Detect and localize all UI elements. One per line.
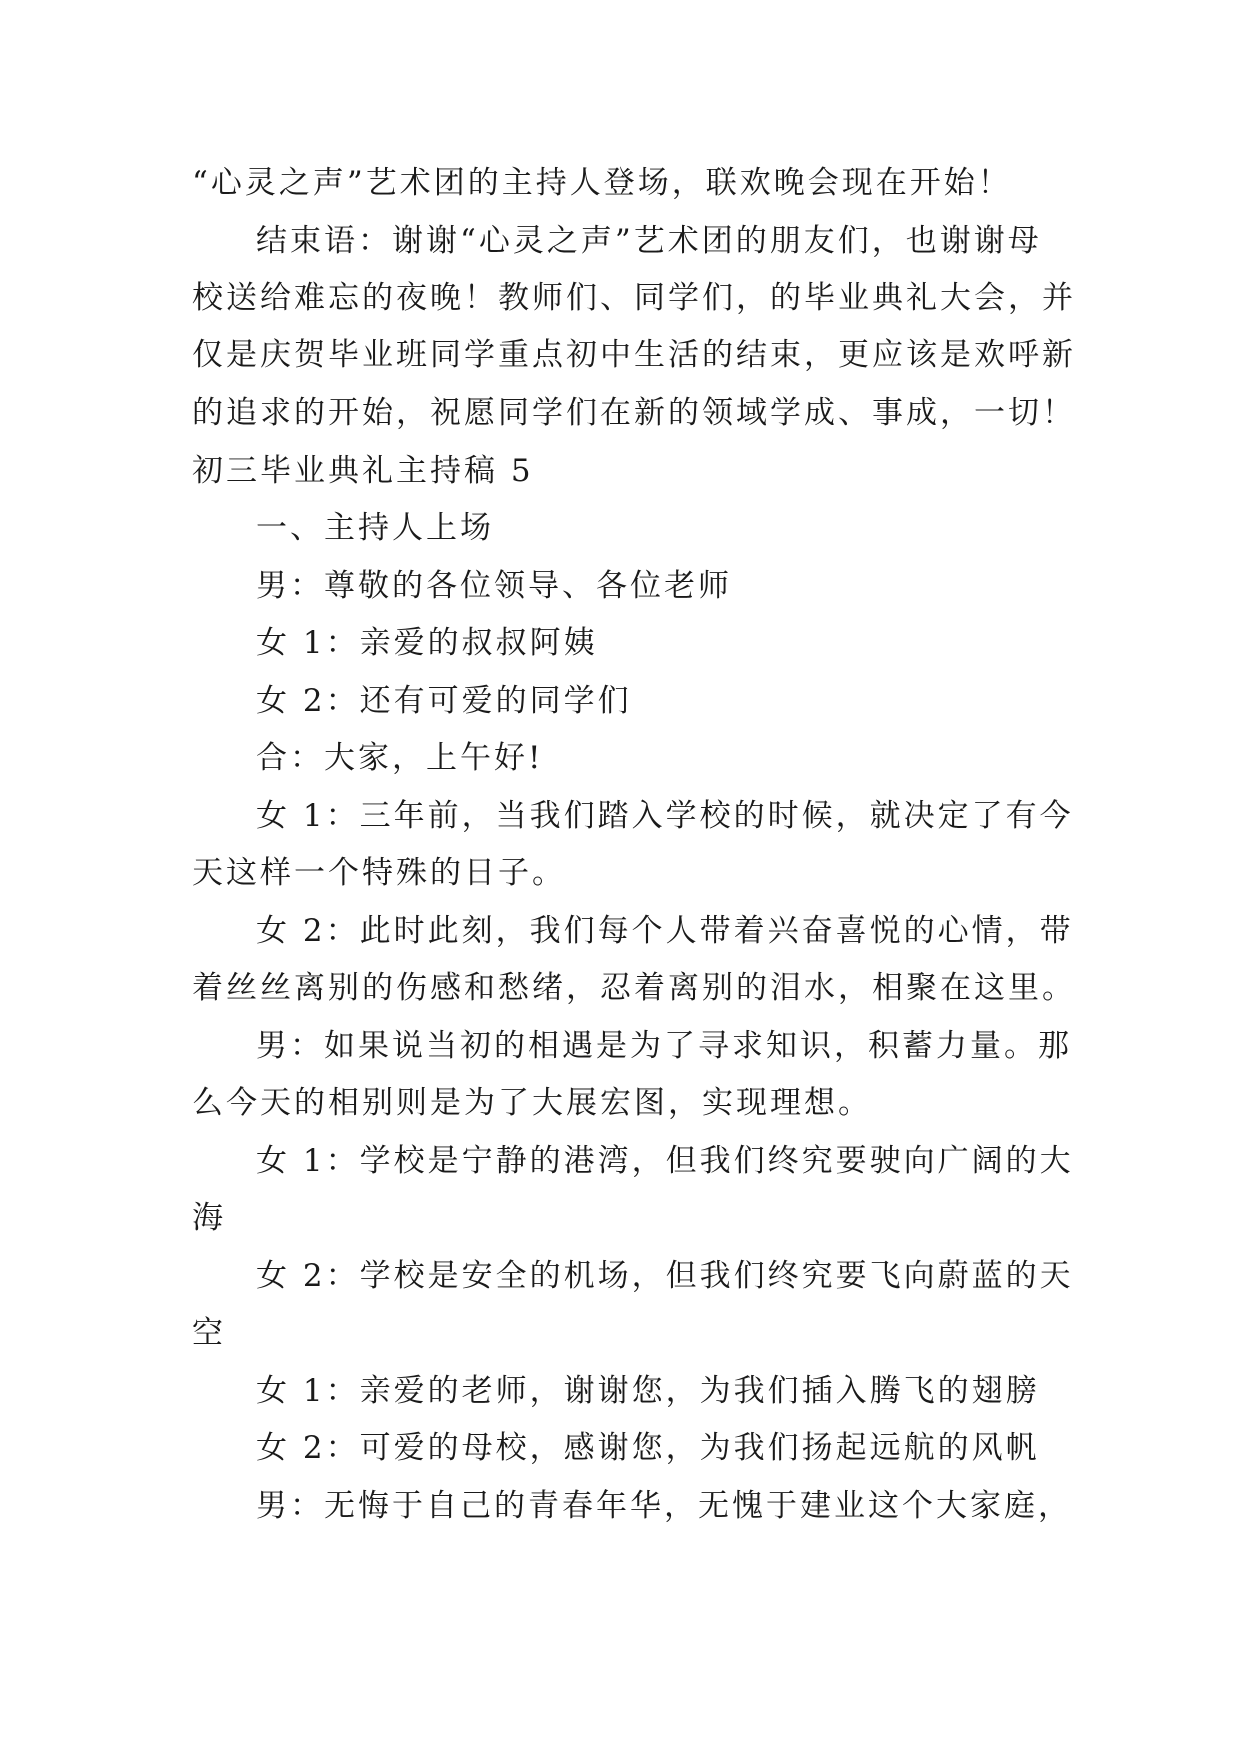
text-line: 的追求的开始，祝愿同学们在新的领域学成、事成，一切！	[192, 395, 1076, 431]
text-line: 女 2：可爱的母校，感谢您，为我们扬起远航的风帆	[256, 1430, 1040, 1466]
text-line: 女 1：学校是宁静的港湾，但我们终究要驶向广阔的大	[256, 1143, 1074, 1179]
section-heading: 初三毕业典礼主持稿 5	[192, 453, 534, 489]
text-line: 着丝丝离别的伤感和愁绪，忍着离别的泪水，相聚在这里。	[192, 970, 1076, 1006]
text-line: 男：如果说当初的相遇是为了寻求知识，积蓄力量。那	[256, 1028, 1072, 1064]
text-line: 女 2：此时此刻，我们每个人带着兴奋喜悦的心情，带	[256, 913, 1074, 949]
text-line: 一、主持人上场	[256, 510, 494, 546]
text-line: 男：无悔于自己的青春年华，无愧于建业这个大家庭，	[256, 1488, 1072, 1524]
text-line: 女 1：亲爱的叔叔阿姨	[256, 625, 598, 661]
text-line: 空	[192, 1315, 226, 1351]
text-line: 天这样一个特殊的日子。	[192, 855, 566, 891]
text-line: 女 2：学校是安全的机场，但我们终究要飞向蔚蓝的天	[256, 1258, 1074, 1294]
text-line: 女 1：亲爱的老师，谢谢您，为我们插入腾飞的翅膀	[256, 1373, 1040, 1409]
text-line: “心灵之声”艺术团的主持人登场，联欢晚会现在开始！	[192, 165, 1012, 201]
text-line: 么今天的相别则是为了大展宏图，实现理想。	[192, 1085, 872, 1121]
text-line: 校送给难忘的夜晚！教师们、同学们，的毕业典礼大会，并	[192, 280, 1076, 316]
text-line: 结束语：谢谢“心灵之声”艺术团的朋友们，也谢谢母	[256, 223, 1042, 259]
text-line: 海	[192, 1200, 226, 1236]
text-line: 合：大家，上午好!	[256, 740, 544, 776]
text-line: 男：尊敬的各位领导、各位老师	[256, 568, 732, 604]
text-line: 女 1：三年前，当我们踏入学校的时候，就决定了有今	[256, 798, 1074, 834]
text-line: 仅是庆贺毕业班同学重点初中生活的结束，更应该是欢呼新	[192, 337, 1076, 373]
text-line: 女 2：还有可爱的同学们	[256, 683, 632, 719]
